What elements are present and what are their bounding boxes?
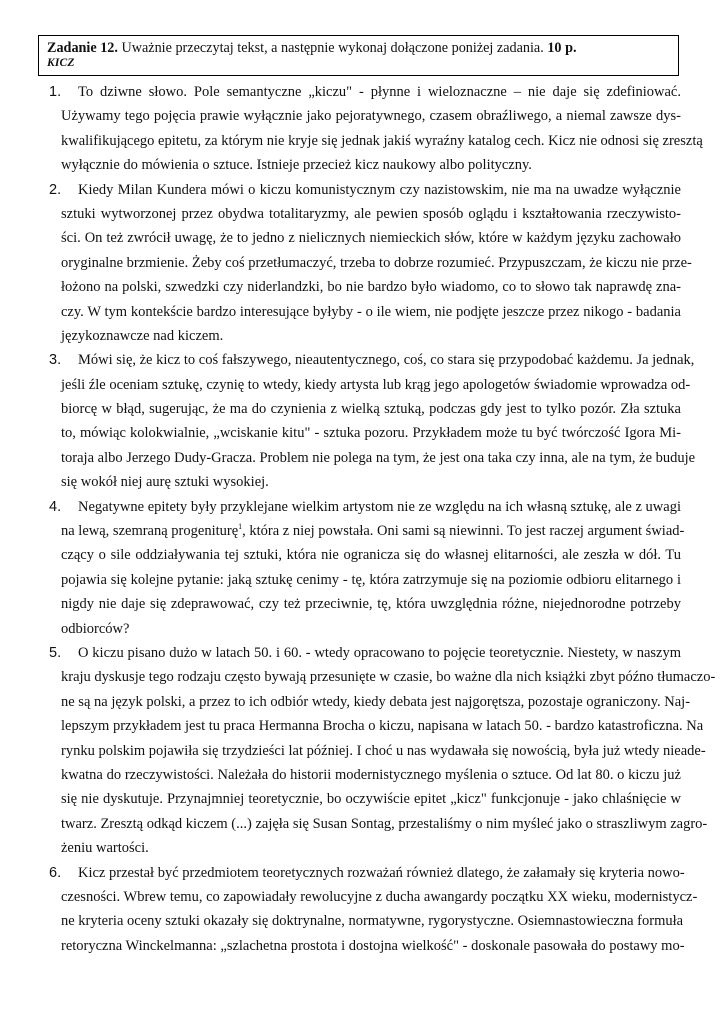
paragraph-line: rynku polskim pojawiła się trzydzieści lat później. I choć u nas wydawała się nowością, była już wtedy nieade-: [61, 742, 706, 759]
paragraph-line: czy. W tym kontekście bardzo interesujące byłyby - o ile wiem, nie podjęte jeszcze przez nikogo - badania: [61, 303, 681, 320]
paragraph-line: twarz. Zresztą odkąd kiczem (...) zajęła się Susan Sontag, przestaliśmy o nim myśleć jako o straszliwym zagro-: [61, 815, 708, 832]
paragraph-line: 1. To dziwne słowo. Pole semantyczne „kiczu" - płynne i wieloznaczne – nie daje się zdefiniować.: [61, 80, 681, 104]
paragraph-3: [49, 348, 696, 494]
paragraph-line: Używamy tego pojęcia prawie wyłącznie jako pejoratywnego, czasem obraźliwego, a niemal zawsze dys-: [61, 108, 681, 125]
paragraph-line: kwalifikującego epitetu, za którym nie kryje się jednak jakiś wyraźny katalog cech. Kicz nie odnosi się zresztą: [61, 132, 703, 149]
paragraph-line: nigdy nie daje się zdeprawować, czy też przeciwnie, tę, która uwzględnia różne, niejednorodne potrzeby: [61, 596, 681, 613]
footnote-mark: 1: [238, 522, 243, 532]
paragraph-line: odbiorców?: [61, 620, 130, 637]
text-title: KICZ: [47, 57, 75, 69]
task-instruction: Uważnie przeczytaj tekst, a następnie wykonaj dołączone poniżej zadania.: [121, 40, 544, 56]
paragraph-number: 5.: [49, 644, 62, 661]
paragraph-6: [49, 861, 698, 959]
paragraph-line: toraja albo Jerzego Dudy-Gracza. Problem nie polega na tym, że jest ona taka czy inna, ale na tym, że buduje: [61, 449, 696, 466]
paragraph-line: 4. Negatywne epitety były przyklejane wielkim artystom nie ze względu na ich własną sztukę, ale z uwagi: [61, 495, 681, 519]
paragraph-line: kwatna do rzeczywistości. Należała do historii modernistycznego myślenia o sztuce. Od lat 80. o kiczu już: [61, 766, 681, 783]
paragraph-line: 5. O kiczu pisano dużo w latach 50. i 60. - wtedy opracowano to pojęcie teoretycznie. Niestety, w naszym: [61, 641, 681, 665]
article-body: [49, 80, 716, 958]
paragraph-line: 2. Kiedy Milan Kundera mówi o kiczu komunistycznym czy nazistowskim, nie ma na uwadze wyłącznie: [61, 178, 681, 202]
paragraph-4: [49, 495, 685, 641]
paragraph-line: pojawia się kolejne pytanie: jaką sztukę cenimy - tę, która zatrzymuje się na poziomie odbioru elitarnego i: [61, 571, 681, 588]
paragraph-line: łożono na polski, szwedzki czy niderlandzki, bo nie bardzo było wiadomo, co to słowo tak naprawdę zna-: [61, 279, 681, 296]
paragraph-number: 3.: [49, 352, 62, 369]
paragraph-line: retoryczna Winckelmanna: „szlachetna prostota i dostojna wielkość" - doskonale pasowała do postawy mo-: [61, 937, 685, 954]
paragraph-line: czący o sile oddziaływania tej sztuki, która nie ogranicza się do własnej elitarności, ale zeszła w dół. Tu: [61, 547, 681, 564]
paragraph-5: [49, 641, 716, 861]
task-heading: [47, 40, 670, 57]
paragraph-line: na lewą, szemraną progeniturę$^1$, która z niej powstała. Oni sami są niewinni. To jest raczej argument świad-: [61, 522, 685, 540]
task-label: Zadanie 12.: [47, 40, 118, 56]
paragraph-line: się nie dyskutuje. Przynajmniej teoretycznie, bo oczywiście epitet „kicz" funkcjonuje - jako chlaśnięcie w: [61, 791, 681, 808]
paragraph-line: sztuki wytworzonej przez obydwa totalitaryzmy, ale pewien sposób oglądu i kształtowania rzeczywisto-: [61, 205, 681, 222]
paragraph-line: czesności. Wbrew temu, co zapowiadały rewolucyjne z ducha awangardy początku XX wieku, modernistycz-: [61, 888, 698, 905]
paragraph-line: oryginalne brzmienie. Żeby coś przetłumaczyć, trzeba to dobrze rozumieć. Przypuszczam, że kiczu nie prze-: [61, 254, 692, 271]
paragraph-line: ne są na język polski, a przez to ich odbiór wtedy, kiedy debata jest najgorętsza, pozostaje ograniczony. Naj-: [61, 693, 691, 710]
paragraph-line: to, mówiąc kolokwialnie, „wciskanie kitu" - sztuka pozoru. Przykładem może tu być twórczość Igora Mi-: [61, 425, 681, 442]
paragraph-line: kraju dyskusje tego rodzaju często bywają przesunięte w czasie, bo ważne dla nich książki zbyt późno tłumaczo-: [61, 669, 716, 686]
paragraph-line: językoznawcze nad kiczem.: [61, 327, 224, 344]
paragraph-line: biorcę w błąd, sugerując, że ma do czynienia z wielką sztuką, podczas gdy jest to tylko pozór. Zła sztuka: [61, 401, 681, 418]
paragraph-2: [49, 178, 692, 349]
paragraph-line: żeniu wartości.: [61, 840, 149, 857]
paragraph-line: 3. Mówi się, że kicz to coś fałszywego, nieautentycznego, coś, co stara się przypodobać każdemu. Ja jednak,: [61, 348, 681, 372]
task-points: 10 p.: [547, 40, 577, 56]
paragraph-line: 6. Kicz przestał być przedmiotem teoretycznych rozważań również dlatego, że załamały się kryteria nowo-: [61, 861, 681, 885]
paragraph-line: wyłącznie do mówienia o sztuce. Istnieje przecież kicz naukowy albo polityczny.: [61, 157, 532, 174]
paragraph-number: 2.: [49, 181, 62, 198]
paragraph-number: 4.: [49, 498, 62, 515]
paragraph-1: [49, 80, 703, 178]
paragraph-line: ści. On też zwrócił uwagę, że to jedno z nielicznych niemieckich słów, które w każdym języku zachowało: [61, 230, 681, 247]
paragraph-line: lepszym przykładem jest tu praca Hermanna Brocha o kiczu, napisana w latach 50. - bardzo katastroficzna. Na: [61, 718, 704, 735]
paragraph-number: 1.: [49, 84, 62, 100]
paragraph-number: 6.: [49, 864, 62, 881]
paragraph-line: się wokół niej aurę sztuki wysokiej.: [61, 474, 269, 491]
task-header-box: [38, 35, 679, 76]
paragraph-line: jeśli źle oceniam sztukę, czynię to wtedy, kiedy artysta lub krąg jego apologetów świadomie wprowadza od-: [61, 376, 691, 393]
paragraph-line: ne kryteria oceny sztuki okazały się doktrynalne, normatywne, rygorystyczne. Osiemnastowieczna formuła: [61, 913, 684, 930]
